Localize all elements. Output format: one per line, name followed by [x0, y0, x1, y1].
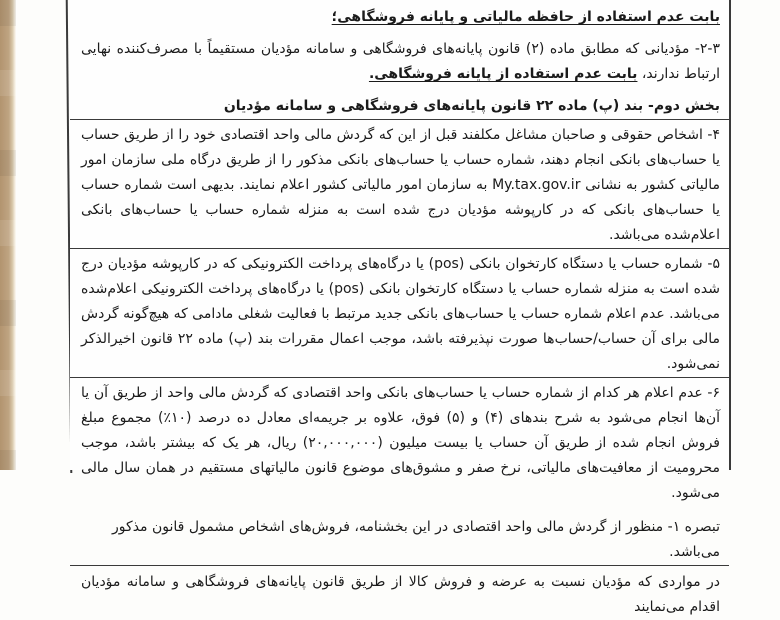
clause-4-row	[70, 120, 729, 249]
document-frame	[70, 0, 731, 615]
clause-2-3-emphasis: بابت عدم استفاده از پایانه فروشگاهی.	[368, 66, 638, 82]
clause-6-paragraph: ۶- عدم اعلام هر کدام از شماره حساب یا حساب‌های بانکی واحد اقتصادی که گردش مالی واحد از طریق آن یا آن‌ها انجام می‌شود به شرح بندهای (۴) و (۵) فوق، علاوه بر جریمه‌ای معادل ده درصد (۱۰٪) مجموع مبلغ فروش انجام شده از طریق آن حساب یا بیست میلیون (۲۰,۰۰۰,۰۰۰) ریال، هر یک که بیشتر باشد، موجب محرومیت از معافیت‌های مالیاتی، نرخ صفر و مشوق‌های موضوع قانون مالیاتهای مستقیم در همان سال مالی می‌شود.	[81, 385, 720, 501]
intro-section	[70, 0, 729, 120]
clipped-bottom-row	[70, 566, 729, 615]
clipped-bottom-line: در مواردی که مؤدیان نسبت به عرضه و فروش کالا از طریق قانون پایانه‌های فروشگاهی و سامانه مؤدیان اقدام می‌نمایند	[81, 574, 720, 615]
clause-2-3-text: ۲-۳- مؤدیانی که مطابق ماده (۲) قانون پایانه‌های فروشگاهی و سامانه مؤدیان مستقیماً با مصرف‌کننده نهایی ارتباط ندارند،	[81, 41, 720, 82]
page-edge-strip	[0, 0, 16, 470]
clause-5-row	[70, 249, 729, 378]
clause-4-paragraph: ۴- اشخاص حقوقی و صاحبان مشاغل مکلفند قبل از این که گردش مالی واحد اقتصادی خود را از طریق حساب یا حساب‌های بانکی انجام دهند، شماره حساب یا حساب‌های بانکی مذکور را از طریق درگاه ملی سازمان امور مالیاتی کشور به نشانی My.tax.gov.ir به سازمان امور مالیاتی کشور اعلام نمایند. بدیهی است شماره حساب یا حساب‌های بانکی که در کارپوشه مؤدیان درج شده است به منزله شماره حساب یا حساب‌های بانکی اعلام‌شده می‌باشد.	[81, 127, 720, 243]
memory-terminal-heading: بابت عدم استفاده از حافظه مالیاتی و پایانه فروشگاهی؛	[331, 9, 720, 25]
note-1-paragraph: تبصره ۱- منظور از گردش مالی واحد اقتصادی در این بخشنامه، فروش‌های اشخاص مشمول قانون مذکور می‌باشد.	[112, 519, 720, 560]
clause-5-paragraph: ۵- شماره حساب یا دستگاه کارتخوان بانکی (pos) یا درگاه‌های پرداخت الکترونیکی که در کارپوشه مؤدیان درج شده است به منزله شماره حساب یا دستگاه کارتخوان بانکی (pos) یا درگاه‌های پرداخت الکترونیکی اعلام‌شده می‌باشد. عدم اعلام شماره حساب یا حساب‌های بانکی جدید مرتبط با فعالیت شغلی مادامی که هیچ‌گونه گردش مالی برای آن حساب/حساب‌ها صورت نپذیرفته باشد، موجب اعمال مقررات بند (پ) ماده ۲۲ قانون اخیرالذکر نمی‌شود.	[81, 256, 721, 372]
clause-6-row	[70, 378, 729, 566]
section-two-heading: بخش دوم- بند (پ) ماده ۲۲ قانون پایانه‌های فروشگاهی و سامانه مؤدیان	[223, 98, 720, 114]
clause-2-3-paragraph	[81, 37, 720, 87]
